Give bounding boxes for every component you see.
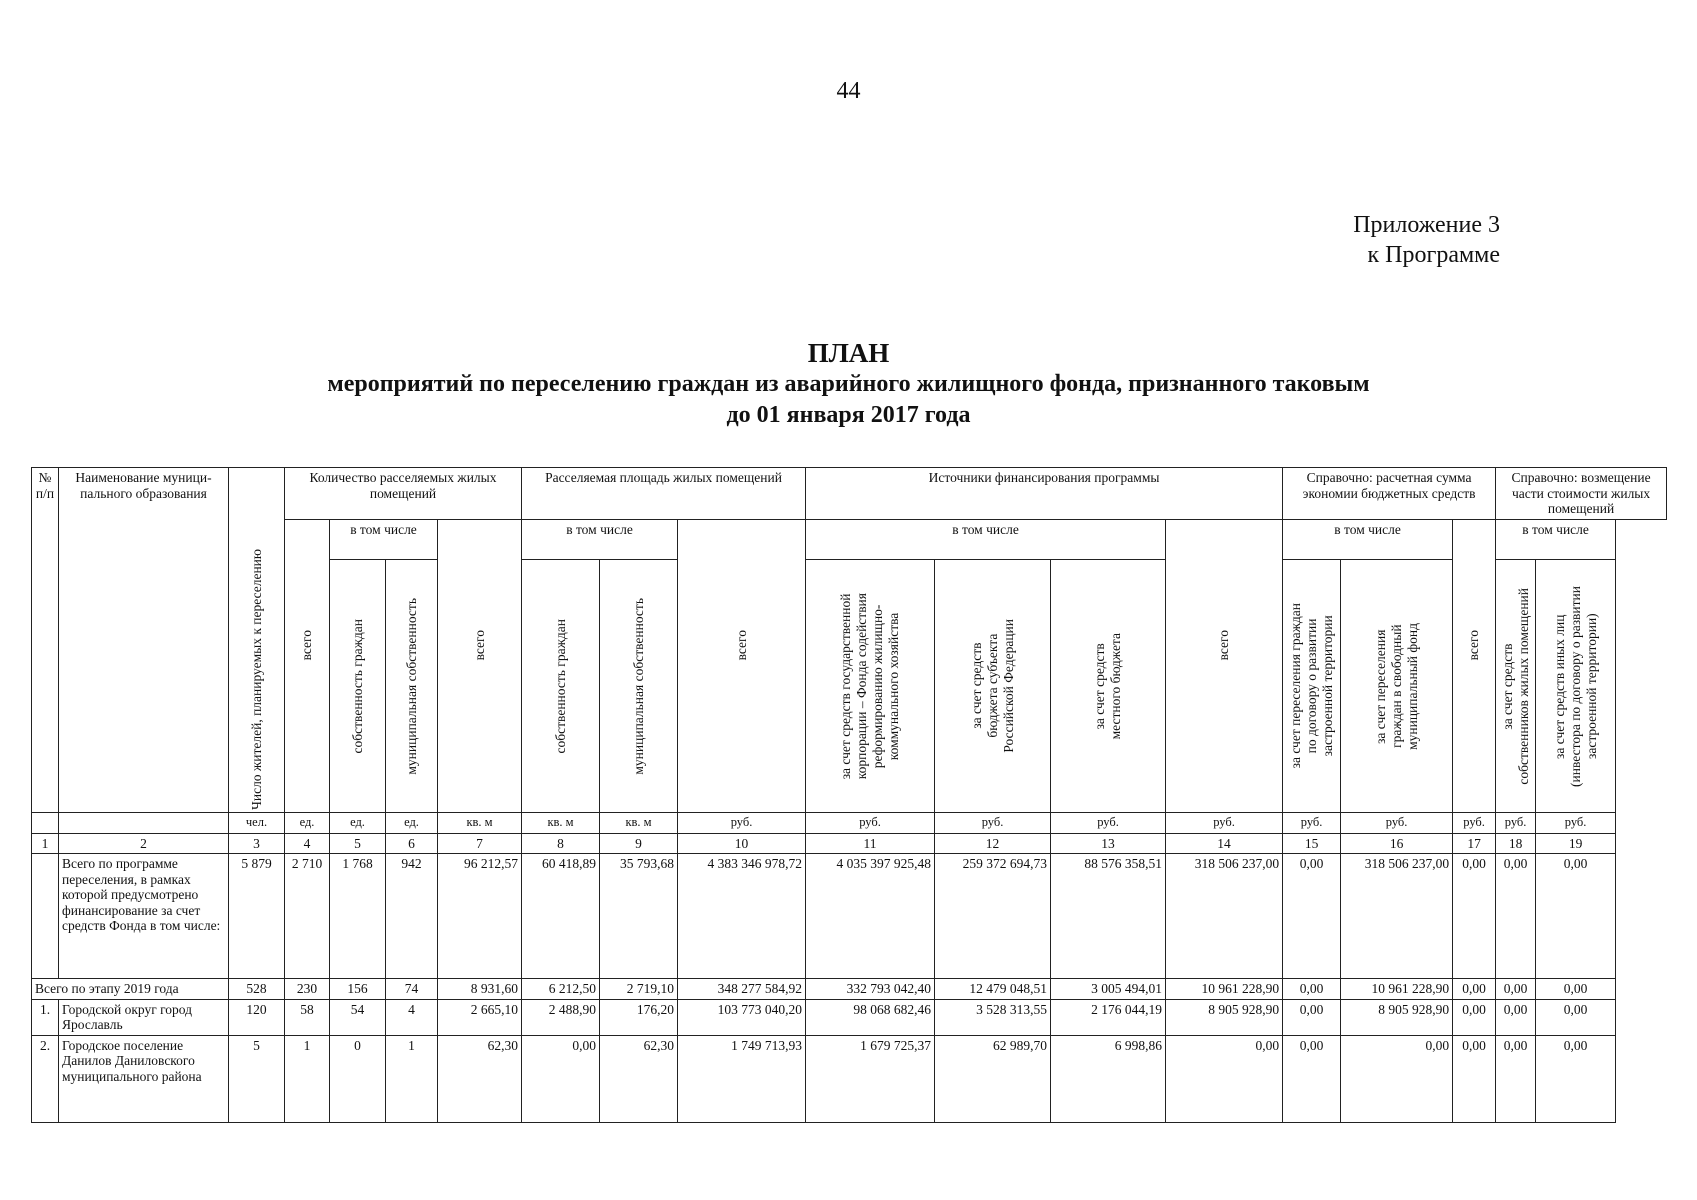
unit-cell: кв. м (438, 813, 522, 834)
cell: 0,00 (1453, 999, 1496, 1035)
cell: 0,00 (1536, 1035, 1616, 1122)
cell: 2 176 044,19 (1051, 999, 1166, 1035)
header-savings-in-total: в том числе (1283, 519, 1453, 560)
header-savings: Справочно: расчетная сумма экономии бюджетных средств (1283, 468, 1496, 520)
cell: 58 (285, 999, 330, 1035)
resettlement-plan-table (31, 467, 1667, 1123)
cell: 3 005 494,01 (1051, 979, 1166, 1000)
header-free-fund-text: за счет переселения граждан в свободный муниципальный фонд (1372, 622, 1420, 750)
header-owners (1496, 560, 1536, 813)
header-area-citizens (522, 560, 600, 813)
cell: 259 372 694,73 (935, 854, 1051, 979)
header-comp-total-text: всего (1466, 630, 1482, 661)
header-savings-total-text: всего (1216, 630, 1232, 661)
header-residents (229, 468, 285, 813)
cell: 2 710 (285, 854, 330, 979)
cell: 1 (386, 1035, 438, 1122)
unit-cell: руб. (1283, 813, 1341, 834)
cell: 1 (285, 1035, 330, 1122)
column-number: 5 (330, 833, 386, 854)
cell: 176,20 (600, 999, 678, 1035)
cell: 348 277 584,92 (678, 979, 806, 1000)
unit-cell: руб. (1453, 813, 1496, 834)
cell: 0,00 (1283, 1035, 1341, 1122)
row-name: Всего по этапу 2019 года (32, 979, 229, 1000)
cell: 3 528 313,55 (935, 999, 1051, 1035)
header-finance-in-total: в том числе (806, 519, 1166, 560)
cell: 0,00 (1496, 1035, 1536, 1122)
cell: 332 793 042,40 (806, 979, 935, 1000)
cell: 318 506 237,00 (1341, 854, 1453, 979)
title-line-1: ПЛАН (807, 338, 890, 368)
unit-cell: руб. (806, 813, 935, 834)
header-area-citizens-text: собственность граждан (552, 618, 568, 754)
header-owners-text: за счет средств собственников жилых помещений (1499, 587, 1531, 785)
header-investors-text: за счет средств иных лиц (инвестора по договору о развитии застроенной территории) (1551, 585, 1599, 787)
cell: 10 961 228,90 (1341, 979, 1453, 1000)
table-row (32, 1035, 1667, 1122)
header-territory (1283, 560, 1341, 813)
cell: 0,00 (522, 1035, 600, 1122)
cell: 0,00 (1453, 1035, 1496, 1122)
cell: 103 773 040,20 (678, 999, 806, 1035)
header-finance-total (678, 519, 806, 813)
column-number: 11 (806, 833, 935, 854)
unit-cell: кв. м (600, 813, 678, 834)
cell: 0,00 (1496, 999, 1536, 1035)
column-number: 12 (935, 833, 1051, 854)
header-rooms-municipal-text: муниципальная собственность (403, 597, 419, 775)
cell: 230 (285, 979, 330, 1000)
header-area-in-total: в том числе (522, 519, 678, 560)
header-rooms-citizens (330, 560, 386, 813)
row-number: 1. (32, 999, 59, 1035)
unit-cell: руб. (1536, 813, 1616, 834)
header-num: № п/п (32, 468, 59, 813)
cell: 0,00 (1453, 854, 1496, 979)
header-local-budget-text: за счет средств местного бюджета (1092, 632, 1124, 740)
cell: 0,00 (1496, 979, 1536, 1000)
column-number: 1 (32, 833, 59, 854)
header-fund-text: за счет средств государственной корпорации – Фонда содействия реформированию жилищно- коммунального хозяйства (838, 592, 902, 780)
header-area: Расселяемая площадь жилых помещений (522, 468, 806, 520)
header-area-total (438, 519, 522, 813)
row-name: Всего по программе переселения, в рамках которой предусмотрено финансирование за счет средств Фонда в том числе: (59, 854, 229, 979)
cell: 0,00 (1283, 999, 1341, 1035)
header-area-municipal-text: муниципальная собственность (630, 597, 646, 775)
column-number: 14 (1166, 833, 1283, 854)
appendix-line-2: к Программе (1367, 242, 1500, 268)
column-number: 10 (678, 833, 806, 854)
header-free-fund (1341, 560, 1453, 813)
cell: 528 (229, 979, 285, 1000)
header-comp-total (1453, 519, 1496, 813)
header-subject-budget (935, 560, 1051, 813)
unit-cell: ед. (330, 813, 386, 834)
column-number: 2 (59, 833, 229, 854)
cell: 0,00 (1283, 854, 1341, 979)
cell: 60 418,89 (522, 854, 600, 979)
column-number: 3 (229, 833, 285, 854)
cell: 0,00 (1341, 1035, 1453, 1122)
cell: 74 (386, 979, 438, 1000)
appendix-label (1300, 210, 1500, 270)
cell: 0,00 (1536, 999, 1616, 1035)
row-name: Городской округ город Ярославль (59, 999, 229, 1035)
cell: 62,30 (438, 1035, 522, 1122)
page-number: 44 (836, 78, 861, 104)
column-number: 15 (1283, 833, 1341, 854)
header-area-total-text: всего (471, 630, 487, 661)
column-number: 8 (522, 833, 600, 854)
header-compensation: Справочно: возмещение части стоимости жилых помещений (1496, 468, 1667, 520)
column-number: 4 (285, 833, 330, 854)
column-number: 17 (1453, 833, 1496, 854)
row-name: Городское поселение Данилов Даниловского муниципального района (59, 1035, 229, 1122)
cell: 98 068 682,46 (806, 999, 935, 1035)
cell: 8 905 928,90 (1341, 999, 1453, 1035)
cell: 0 (330, 1035, 386, 1122)
cell: 6 998,86 (1051, 1035, 1166, 1122)
cell: 10 961 228,90 (1166, 979, 1283, 1000)
row-number (32, 854, 59, 979)
header-investors (1536, 560, 1616, 813)
header-name: Наименование муници-пального образования (59, 468, 229, 813)
cell: 88 576 358,51 (1051, 854, 1166, 979)
header-rooms-citizens-text: собственность граждан (349, 618, 365, 754)
header-comp-in-total: в том числе (1496, 519, 1616, 560)
unit-cell: руб. (1166, 813, 1283, 834)
cell: 5 879 (229, 854, 285, 979)
table-row (32, 979, 1667, 1000)
cell: 2 665,10 (438, 999, 522, 1035)
units-row (32, 813, 1667, 834)
cell: 62 989,70 (935, 1035, 1051, 1122)
header-local-budget (1051, 560, 1166, 813)
cell: 0,00 (1453, 979, 1496, 1000)
unit-cell (32, 813, 59, 834)
cell: 0,00 (1166, 1035, 1283, 1122)
cell: 1 679 725,37 (806, 1035, 935, 1122)
cell: 0,00 (1536, 854, 1616, 979)
cell: 0,00 (1536, 979, 1616, 1000)
cell: 5 (229, 1035, 285, 1122)
column-number: 16 (1341, 833, 1453, 854)
header-rooms-total-text: всего (299, 630, 314, 661)
cell: 62,30 (600, 1035, 678, 1122)
column-number: 13 (1051, 833, 1166, 854)
header-subject-budget-text: за счет средств бюджета субъекта Российской Федерации (968, 619, 1016, 753)
column-number: 18 (1496, 833, 1536, 854)
header-rooms-total (285, 519, 330, 813)
unit-cell: руб. (1341, 813, 1453, 834)
header-rooms-in-total: в том числе (330, 519, 438, 560)
header-finance-total-text: всего (733, 630, 749, 661)
cell: 1 768 (330, 854, 386, 979)
column-number: 9 (600, 833, 678, 854)
cell: 2 719,10 (600, 979, 678, 1000)
column-number: 6 (386, 833, 438, 854)
cell: 96 212,57 (438, 854, 522, 979)
cell: 0,00 (1496, 854, 1536, 979)
unit-cell: чел. (229, 813, 285, 834)
cell: 35 793,68 (600, 854, 678, 979)
cell: 6 212,50 (522, 979, 600, 1000)
title-line-2: мероприятий по переселению граждан из аварийного жилищного фонда, признанного таковым (327, 371, 1370, 397)
unit-cell: ед. (285, 813, 330, 834)
cell: 120 (229, 999, 285, 1035)
header-savings-total (1166, 519, 1283, 813)
cell: 318 506 237,00 (1166, 854, 1283, 979)
cell: 156 (330, 979, 386, 1000)
header-rooms-municipal (386, 560, 438, 813)
column-numbers-row (32, 833, 1667, 854)
title-line-3: до 01 января 2017 года (726, 402, 971, 428)
column-number: 7 (438, 833, 522, 854)
cell: 2 488,90 (522, 999, 600, 1035)
unit-cell: руб. (678, 813, 806, 834)
cell: 8 905 928,90 (1166, 999, 1283, 1035)
row-number: 2. (32, 1035, 59, 1122)
cell: 0,00 (1283, 979, 1341, 1000)
cell: 1 749 713,93 (678, 1035, 806, 1122)
column-number: 19 (1536, 833, 1616, 854)
unit-cell: ед. (386, 813, 438, 834)
cell: 4 (386, 999, 438, 1035)
header-row-1 (32, 468, 1667, 520)
unit-cell: руб. (935, 813, 1051, 834)
header-area-municipal (600, 560, 678, 813)
cell: 12 479 048,51 (935, 979, 1051, 1000)
header-territory-text: за счет переселения граждан по договору о развитии застроенной территории (1287, 603, 1335, 769)
appendix-line-1: Приложение 3 (1353, 212, 1500, 238)
header-rooms: Количество расселяемых жилых помещений (285, 468, 522, 520)
cell: 942 (386, 854, 438, 979)
unit-cell: руб. (1496, 813, 1536, 834)
header-fund (806, 560, 935, 813)
table-row (32, 999, 1667, 1035)
cell: 8 931,60 (438, 979, 522, 1000)
header-finance: Источники финансирования программы (806, 468, 1283, 520)
cell: 4 035 397 925,48 (806, 854, 935, 979)
header-residents-text: Число жителей, планируемых к переселению (248, 549, 264, 810)
cell: 54 (330, 999, 386, 1035)
table-row (32, 854, 1667, 979)
unit-cell: кв. м (522, 813, 600, 834)
cell: 4 383 346 978,72 (678, 854, 806, 979)
document-title (0, 338, 1697, 431)
unit-cell (59, 813, 229, 834)
unit-cell: руб. (1051, 813, 1166, 834)
